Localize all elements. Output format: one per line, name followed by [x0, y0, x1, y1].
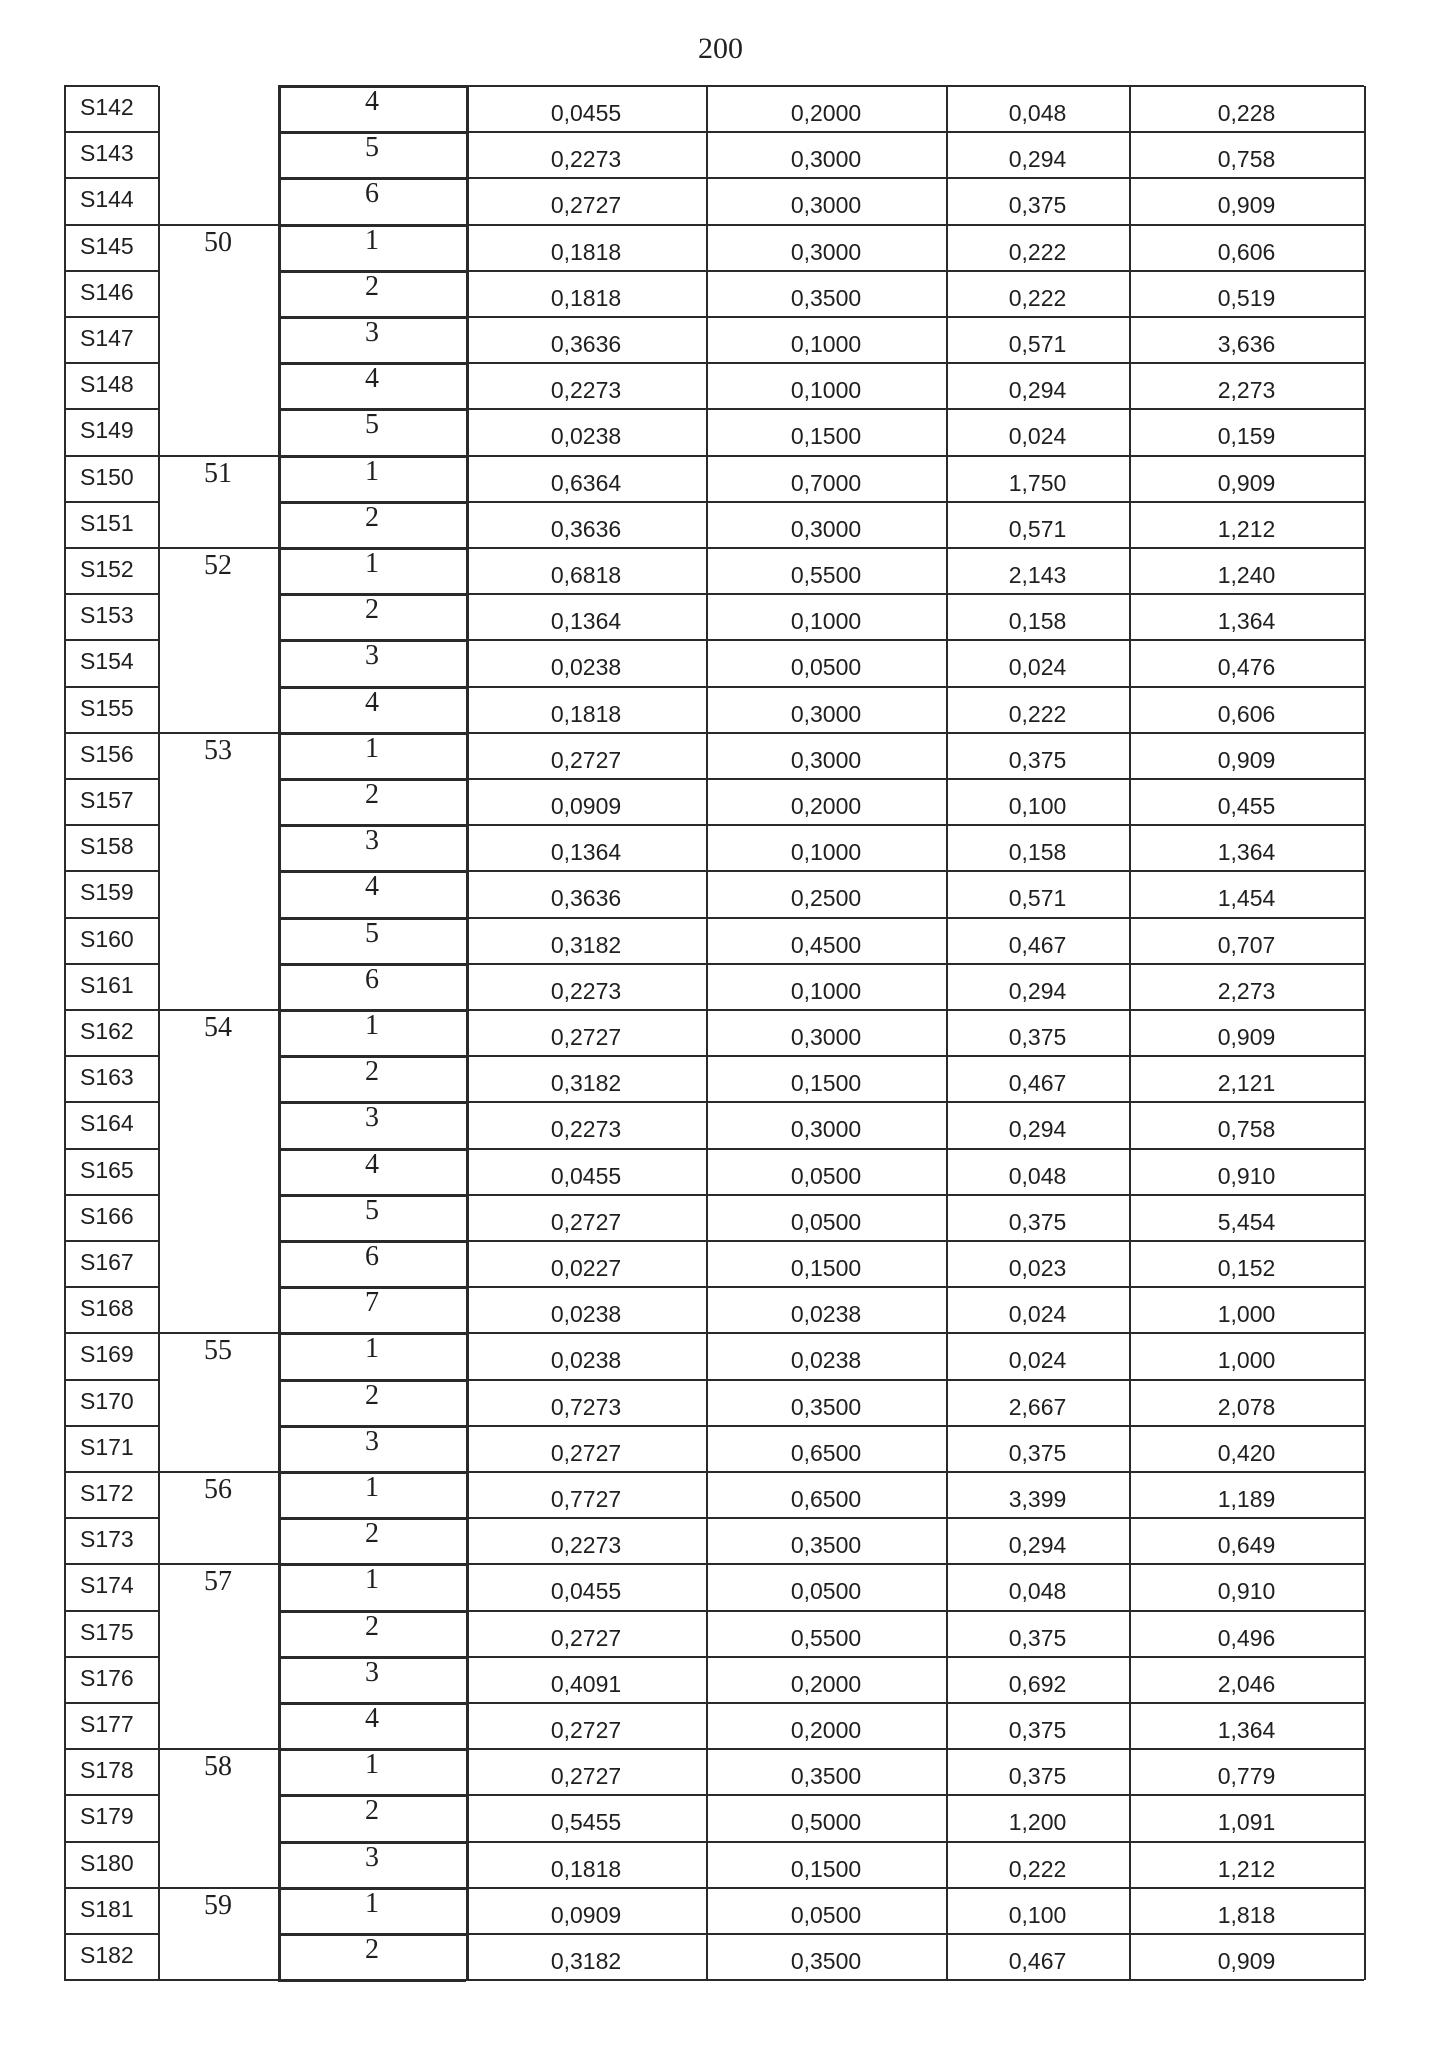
value-cell-1: 0,2727	[550, 1208, 622, 1235]
value-cell-2: 0,5000	[790, 1809, 862, 1836]
value-cell-4: 1,212	[1217, 515, 1276, 542]
value-cell-1: 0,5455	[550, 1809, 622, 1836]
value-cell-4: 2,273	[1217, 977, 1276, 1004]
value-cell-4: 2,046	[1217, 1670, 1276, 1697]
value-cell-3: 0,100	[1008, 1901, 1067, 1928]
index-cell: 3	[365, 1425, 379, 1457]
sample-id-cell: S171	[80, 1433, 134, 1460]
value-cell-1: 0,2727	[550, 1624, 622, 1651]
index-cell: 5	[365, 132, 379, 164]
value-cell-2: 0,1500	[790, 423, 862, 450]
value-cell-3: 0,375	[1008, 1024, 1067, 1050]
sample-id-cell: S167	[80, 1249, 134, 1275]
value-cell-2: 0,1500	[790, 1070, 862, 1097]
group-number-cell	[158, 502, 278, 548]
value-cell-4: 0,519	[1217, 284, 1276, 311]
sample-id-cell: S165	[80, 1156, 134, 1183]
value-cell-1: 0,3636	[550, 331, 622, 357]
group-number-cell	[158, 409, 278, 455]
value-cell-2: 0,0500	[790, 654, 862, 681]
group-number-cell: 57	[204, 1566, 232, 1598]
value-cell-2: 0,1000	[790, 839, 862, 866]
sample-id-cell: S146	[80, 278, 134, 305]
sample-id-cell: S154	[80, 648, 134, 675]
sample-id-cell: S144	[80, 186, 134, 213]
value-cell-3: 0,294	[1008, 146, 1067, 173]
value-cell-3: 0,467	[1008, 931, 1067, 958]
sample-id-cell: S164	[80, 1110, 134, 1137]
value-cell-2: 0,6500	[790, 1439, 862, 1466]
value-cell-3: 0,571	[1008, 515, 1067, 542]
index-cell: 4	[365, 871, 379, 903]
group-number-cell: 50	[204, 226, 232, 258]
value-cell-1: 0,2273	[550, 377, 622, 404]
group-number-cell	[158, 1380, 278, 1426]
value-cell-2: 0,2000	[790, 1670, 862, 1697]
sample-id-cell: S170	[80, 1387, 134, 1414]
sample-id-cell: S148	[80, 371, 134, 398]
value-cell-2: 0,2000	[790, 1717, 862, 1743]
sample-id-cell: S151	[80, 509, 134, 536]
value-cell-3: 0,294	[1008, 977, 1067, 1004]
value-cell-4: 0,496	[1217, 1624, 1276, 1651]
index-cell: 2	[365, 501, 379, 533]
group-number-cell: 58	[204, 1751, 232, 1783]
index-cell: 7	[365, 1287, 379, 1319]
value-cell-3: 0,571	[1008, 885, 1067, 912]
group-number-cell	[158, 1149, 278, 1195]
group-number-cell	[158, 1102, 278, 1148]
index-cell: 4	[365, 686, 379, 718]
value-cell-3: 0,158	[1008, 839, 1067, 866]
sample-id-cell: S174	[80, 1572, 134, 1599]
value-cell-4: 0,455	[1217, 793, 1276, 819]
value-cell-1: 0,2727	[550, 1763, 622, 1790]
page-number: 200	[698, 32, 743, 65]
value-cell-4: 1,000	[1217, 1347, 1276, 1374]
value-cell-3: 0,375	[1008, 746, 1067, 773]
group-number-cell	[158, 1611, 278, 1657]
value-cell-2: 0,0238	[790, 1301, 862, 1328]
group-number-cell	[158, 1056, 278, 1102]
value-cell-1: 0,0227	[550, 1255, 622, 1281]
index-cell: 5	[365, 917, 379, 949]
value-cell-4: 5,454	[1217, 1208, 1276, 1235]
index-cell: 1	[365, 548, 379, 579]
value-cell-3: 0,158	[1008, 608, 1067, 635]
value-cell-4: 1,364	[1217, 608, 1276, 635]
value-cell-1: 0,0238	[550, 1301, 622, 1328]
group-number-cell	[158, 1426, 278, 1472]
value-cell-1: 0,7273	[550, 1393, 622, 1420]
index-cell: 6	[365, 963, 379, 995]
index-cell: 2	[365, 779, 379, 810]
value-cell-4: 2,121	[1217, 1070, 1276, 1097]
value-cell-2: 0,3000	[790, 515, 862, 542]
value-cell-3: 2,143	[1008, 562, 1067, 588]
value-cell-1: 0,1818	[550, 1855, 622, 1882]
value-cell-3: 0,375	[1008, 1208, 1067, 1235]
index-cell: 6	[365, 178, 379, 210]
value-cell-1: 0,1818	[550, 238, 622, 265]
value-cell-3: 0,375	[1008, 1439, 1067, 1466]
group-number-cell: 52	[204, 550, 232, 581]
index-cell: 1	[365, 1333, 379, 1365]
value-cell-4: 0,606	[1217, 700, 1276, 727]
value-cell-4: 0,649	[1217, 1532, 1276, 1559]
group-number-cell: 54	[204, 1012, 232, 1043]
group-number-cell	[158, 86, 278, 132]
group-number-cell	[158, 271, 278, 317]
group-number-cell: 56	[204, 1474, 232, 1505]
index-cell: 3	[365, 825, 379, 857]
value-cell-2: 0,1000	[790, 608, 862, 635]
group-number-cell	[158, 1518, 278, 1564]
index-cell: 4	[365, 1703, 379, 1734]
group-number-cell	[158, 1657, 278, 1703]
index-cell: 1	[365, 1749, 379, 1781]
value-cell-2: 0,5500	[790, 562, 862, 588]
sample-id-cell: S177	[80, 1711, 134, 1737]
group-number-cell	[158, 317, 278, 363]
sample-id-cell: S173	[80, 1526, 134, 1553]
sample-id-cell: S162	[80, 1018, 134, 1044]
group-number-cell	[158, 594, 278, 640]
sample-id-cell: S181	[80, 1895, 134, 1922]
value-cell-4: 1,818	[1217, 1901, 1276, 1928]
value-cell-1: 0,1364	[550, 608, 622, 635]
value-cell-3: 0,294	[1008, 1116, 1067, 1143]
value-cell-4: 0,779	[1217, 1763, 1276, 1790]
value-cell-2: 0,3000	[790, 700, 862, 727]
sample-id-cell: S172	[80, 1480, 134, 1506]
index-cell: 5	[365, 1194, 379, 1226]
value-cell-1: 0,0455	[550, 100, 622, 126]
index-cell: 1	[365, 732, 379, 764]
sample-id-cell: S145	[80, 232, 134, 259]
group-number-cell	[158, 1287, 278, 1333]
value-cell-3: 0,692	[1008, 1670, 1067, 1697]
value-cell-2: 0,3000	[790, 1116, 862, 1143]
sample-id-cell: S168	[80, 1295, 134, 1322]
value-cell-1: 0,2727	[550, 1717, 622, 1743]
value-cell-4: 1,454	[1217, 885, 1276, 912]
value-cell-2: 0,1000	[790, 377, 862, 404]
value-cell-2: 0,3500	[790, 284, 862, 311]
value-cell-1: 0,3636	[550, 885, 622, 912]
value-cell-2: 0,1500	[790, 1855, 862, 1882]
value-cell-4: 2,273	[1217, 377, 1276, 404]
sample-id-cell: S157	[80, 787, 134, 813]
value-cell-4: 0,758	[1217, 146, 1276, 173]
sample-id-cell: S180	[80, 1849, 134, 1876]
index-cell: 2	[365, 270, 379, 302]
index-cell: 6	[365, 1241, 379, 1272]
value-cell-4: 0,909	[1217, 192, 1276, 219]
group-number-cell: 55	[204, 1335, 232, 1367]
index-cell: 1	[365, 1472, 379, 1503]
value-cell-1: 0,3182	[550, 1070, 622, 1097]
value-cell-1: 0,2273	[550, 146, 622, 173]
index-cell: 2	[365, 1518, 379, 1550]
value-cell-3: 0,048	[1008, 100, 1067, 126]
value-cell-2: 0,3000	[790, 146, 862, 173]
value-cell-1: 0,7727	[550, 1486, 622, 1512]
value-cell-2: 0,3000	[790, 238, 862, 265]
value-cell-1: 0,2727	[550, 1024, 622, 1050]
group-number-cell	[158, 1934, 278, 1980]
value-cell-4: 0,420	[1217, 1439, 1276, 1466]
value-cell-3: 0,048	[1008, 1578, 1067, 1605]
group-number-cell	[158, 178, 278, 224]
value-cell-1: 0,0455	[550, 1162, 622, 1189]
value-cell-2: 0,1000	[790, 977, 862, 1004]
value-cell-2: 0,0500	[790, 1578, 862, 1605]
value-cell-2: 0,1500	[790, 1255, 862, 1281]
index-cell: 1	[365, 455, 379, 487]
index-cell: 3	[365, 1656, 379, 1688]
index-cell: 2	[365, 594, 379, 626]
value-cell-1: 0,2727	[550, 192, 622, 219]
index-cell: 3	[365, 317, 379, 348]
sample-id-cell: S149	[80, 417, 134, 444]
group-number-cell	[158, 964, 278, 1010]
value-cell-1: 0,0909	[550, 1901, 622, 1928]
value-cell-1: 0,6818	[550, 562, 622, 588]
group-number-cell: 59	[204, 1889, 232, 1921]
value-cell-1: 0,2727	[550, 1439, 622, 1466]
index-cell: 2	[365, 1610, 379, 1642]
value-cell-2: 0,0500	[790, 1208, 862, 1235]
index-cell: 1	[365, 1010, 379, 1041]
value-cell-3: 0,222	[1008, 700, 1067, 727]
value-cell-1: 0,0238	[550, 1347, 622, 1374]
value-cell-3: 0,467	[1008, 1070, 1067, 1097]
sample-id-cell: S178	[80, 1757, 134, 1784]
value-cell-4: 0,228	[1217, 100, 1276, 126]
value-cell-3: 0,571	[1008, 331, 1067, 357]
value-cell-3: 1,200	[1008, 1809, 1067, 1836]
group-number-cell	[158, 871, 278, 917]
value-cell-2: 0,6500	[790, 1486, 862, 1512]
sample-id-cell: S176	[80, 1664, 134, 1691]
index-cell: 3	[365, 1102, 379, 1134]
sample-id-cell: S179	[80, 1803, 134, 1830]
index-cell: 2	[365, 1379, 379, 1411]
group-number-cell	[158, 779, 278, 825]
value-cell-4: 0,909	[1217, 1024, 1276, 1050]
sample-id-cell: S153	[80, 602, 134, 629]
value-cell-4: 1,189	[1217, 1486, 1276, 1512]
value-cell-2: 0,0238	[790, 1347, 862, 1374]
value-cell-2: 0,0500	[790, 1162, 862, 1189]
value-cell-4: 3,636	[1217, 331, 1276, 357]
index-cell: 3	[365, 640, 379, 672]
value-cell-4: 1,212	[1217, 1855, 1276, 1882]
value-cell-2: 0,3000	[790, 746, 862, 773]
value-cell-1: 0,1818	[550, 284, 622, 311]
value-cell-3: 0,222	[1008, 238, 1067, 265]
index-cell: 2	[365, 1934, 379, 1965]
index-cell: 2	[365, 1056, 379, 1088]
group-number-cell	[158, 687, 278, 733]
value-cell-1: 0,2727	[550, 746, 622, 773]
value-cell-3: 0,024	[1008, 1347, 1067, 1374]
sample-id-cell: S182	[80, 1942, 134, 1968]
sample-id-cell: S160	[80, 925, 134, 952]
group-number-cell: 51	[204, 457, 232, 489]
value-cell-2: 0,3500	[790, 1948, 862, 1974]
value-cell-3: 0,222	[1008, 1855, 1067, 1882]
sample-id-cell: S158	[80, 833, 134, 860]
value-cell-4: 0,909	[1217, 1948, 1276, 1974]
value-cell-1: 0,3182	[550, 1948, 622, 1974]
value-cell-4: 1,091	[1217, 1809, 1276, 1836]
value-cell-2: 0,3500	[790, 1393, 862, 1420]
group-number-cell	[158, 825, 278, 871]
index-cell: 4	[365, 1148, 379, 1180]
group-number-cell	[158, 640, 278, 686]
value-cell-3: 0,222	[1008, 284, 1067, 311]
value-cell-4: 0,707	[1217, 931, 1276, 958]
value-cell-1: 0,0455	[550, 1578, 622, 1605]
value-cell-1: 0,0238	[550, 423, 622, 450]
sample-id-cell: S175	[80, 1618, 134, 1645]
value-cell-3: 0,294	[1008, 377, 1067, 404]
sample-id-cell: S163	[80, 1064, 134, 1091]
sample-id-cell: S169	[80, 1341, 134, 1368]
value-cell-4: 1,000	[1217, 1301, 1276, 1328]
value-cell-3: 0,024	[1008, 654, 1067, 681]
value-cell-3: 0,375	[1008, 1624, 1067, 1651]
value-cell-1: 0,0238	[550, 654, 622, 681]
value-cell-3: 2,667	[1008, 1393, 1067, 1420]
value-cell-1: 0,1818	[550, 700, 622, 727]
value-cell-4: 0,476	[1217, 654, 1276, 681]
value-cell-4: 0,758	[1217, 1116, 1276, 1143]
table-border-right	[1364, 86, 1366, 1980]
value-cell-3: 3,399	[1008, 1486, 1067, 1512]
value-cell-3: 0,024	[1008, 423, 1067, 450]
value-cell-2: 0,2000	[790, 100, 862, 126]
group-number-cell	[158, 132, 278, 178]
value-cell-1: 0,2273	[550, 1116, 622, 1143]
value-cell-3: 0,375	[1008, 1717, 1067, 1743]
value-cell-4: 0,159	[1217, 423, 1276, 450]
sample-id-cell: S159	[80, 879, 134, 906]
value-cell-2: 0,3500	[790, 1763, 862, 1790]
value-cell-2: 0,1000	[790, 331, 862, 357]
index-cell: 5	[365, 409, 379, 441]
sample-id-cell: S161	[80, 971, 134, 998]
value-cell-4: 1,364	[1217, 1717, 1276, 1743]
value-cell-3: 0,024	[1008, 1301, 1067, 1328]
data-table	[64, 86, 1370, 1982]
value-cell-1: 0,6364	[550, 469, 622, 496]
index-cell: 4	[365, 363, 379, 395]
value-cell-3: 0,375	[1008, 1763, 1067, 1790]
sample-id-cell: S142	[80, 94, 134, 120]
value-cell-1: 0,1364	[550, 839, 622, 866]
index-cell: 1	[365, 1564, 379, 1596]
value-cell-1: 0,2273	[550, 977, 622, 1004]
group-number-cell	[158, 363, 278, 409]
value-cell-2: 0,5500	[790, 1624, 862, 1651]
value-cell-4: 0,910	[1217, 1578, 1276, 1605]
index-cell: 2	[365, 1795, 379, 1827]
value-cell-2: 0,3500	[790, 1532, 862, 1559]
index-cell: 1	[365, 1887, 379, 1919]
value-cell-4: 1,240	[1217, 562, 1276, 588]
value-cell-2: 0,0500	[790, 1901, 862, 1928]
value-cell-2: 0,2000	[790, 793, 862, 819]
sample-id-cell: S143	[80, 140, 134, 167]
value-cell-4: 0,910	[1217, 1162, 1276, 1189]
sample-id-cell: S150	[80, 463, 134, 490]
group-number-cell	[158, 1703, 278, 1749]
index-cell: 4	[365, 86, 379, 117]
group-number-cell	[158, 918, 278, 964]
value-cell-3: 1,750	[1008, 469, 1067, 496]
value-cell-1: 0,2273	[550, 1532, 622, 1559]
value-cell-2: 0,3000	[790, 1024, 862, 1050]
value-cell-1: 0,3182	[550, 931, 622, 958]
sample-id-cell: S147	[80, 325, 134, 351]
group-number-cell	[158, 1241, 278, 1287]
index-cell: 1	[365, 224, 379, 256]
value-cell-3: 0,375	[1008, 192, 1067, 219]
value-cell-2: 0,3000	[790, 192, 862, 219]
value-cell-4: 0,909	[1217, 746, 1276, 773]
group-number-cell	[158, 1795, 278, 1841]
value-cell-4: 0,909	[1217, 469, 1276, 496]
value-cell-2: 0,4500	[790, 931, 862, 958]
sample-id-cell: S155	[80, 694, 134, 721]
value-cell-3: 0,100	[1008, 793, 1067, 819]
value-cell-4: 0,606	[1217, 238, 1276, 265]
value-cell-4: 1,364	[1217, 839, 1276, 866]
sample-id-cell: S152	[80, 556, 134, 582]
value-cell-4: 2,078	[1217, 1393, 1276, 1420]
value-cell-4: 0,152	[1217, 1255, 1276, 1281]
sample-id-cell: S156	[80, 740, 134, 767]
index-cell: 3	[365, 1841, 379, 1873]
group-number-cell	[158, 1842, 278, 1888]
value-cell-1: 0,3636	[550, 515, 622, 542]
value-cell-1: 0,0909	[550, 793, 622, 819]
value-cell-3: 0,023	[1008, 1255, 1067, 1281]
value-cell-3: 0,467	[1008, 1948, 1067, 1974]
value-cell-1: 0,4091	[550, 1670, 622, 1697]
value-cell-3: 0,048	[1008, 1162, 1067, 1189]
group-number-cell	[158, 1195, 278, 1241]
value-cell-2: 0,2500	[790, 885, 862, 912]
group-number-cell: 53	[204, 734, 232, 766]
value-cell-2: 0,7000	[790, 469, 862, 496]
sample-id-cell: S166	[80, 1202, 134, 1229]
value-cell-3: 0,294	[1008, 1532, 1067, 1559]
